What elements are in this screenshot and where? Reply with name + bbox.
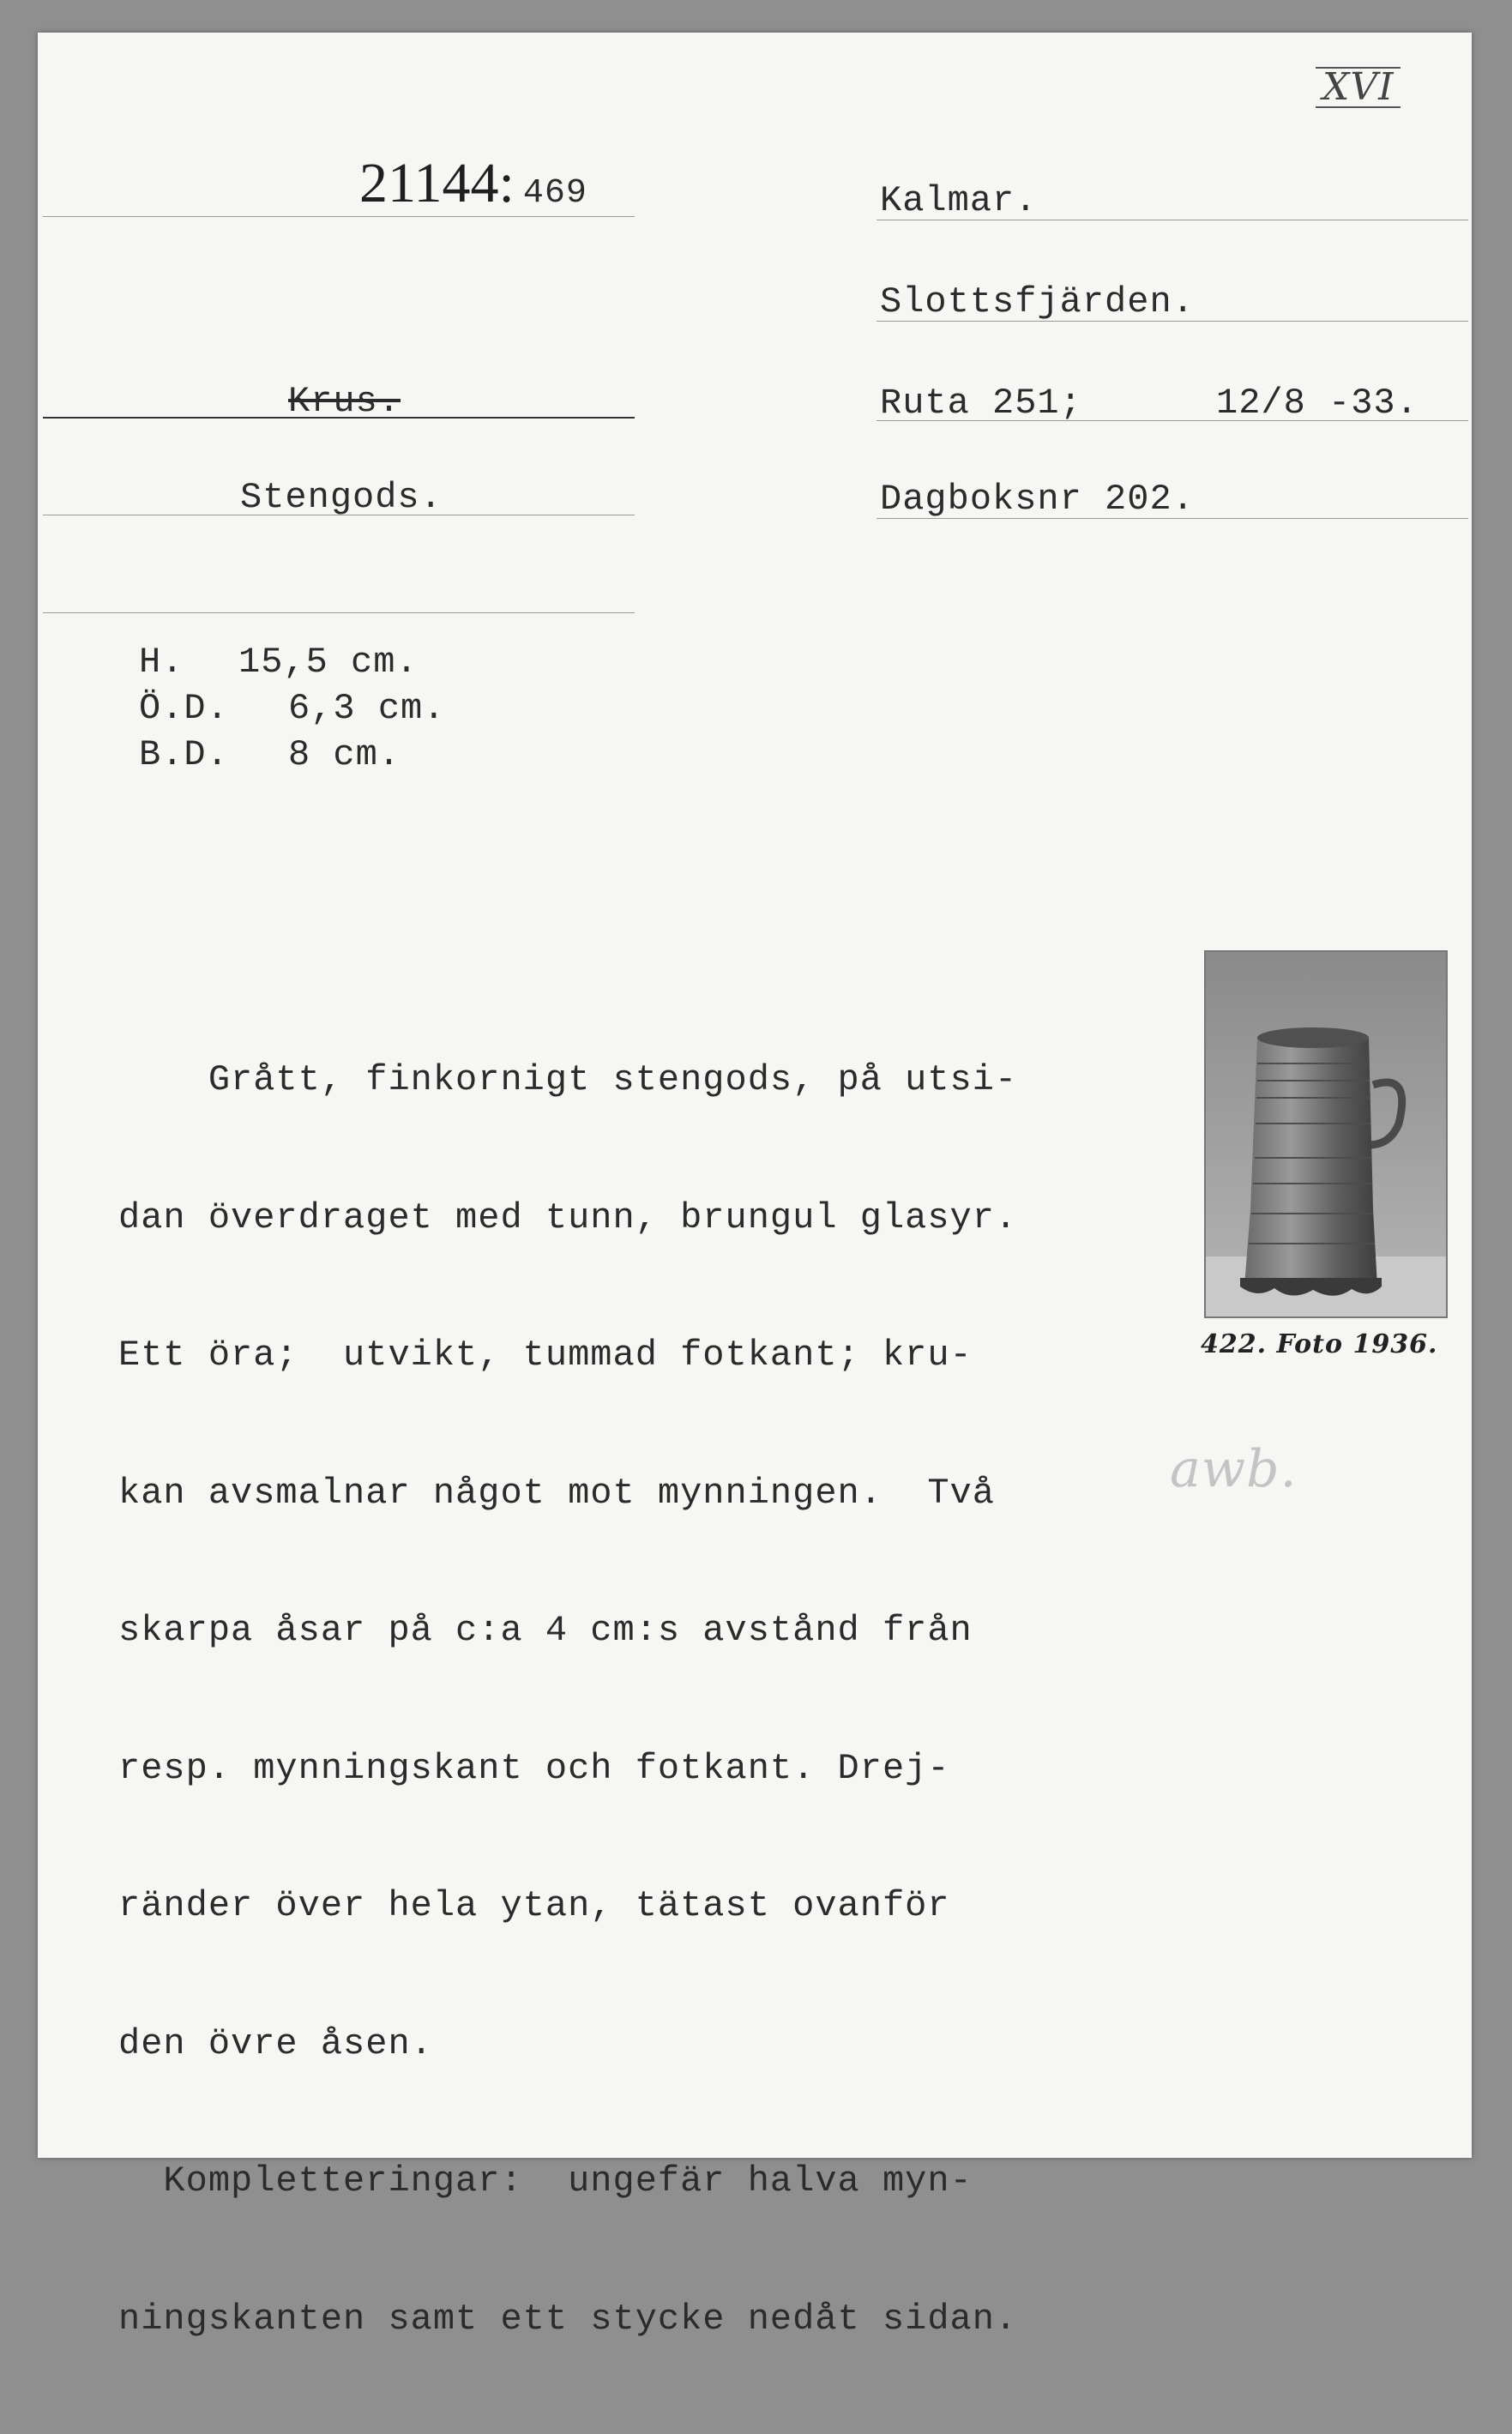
description-line: den övre åsen. [118, 2022, 433, 2064]
description-line: Grått, finkornigt stengods, på utsi- [118, 1059, 1018, 1100]
description-line: dan överdraget med tunn, brungul glasyr. [118, 1196, 1018, 1238]
description-line: ränder över hela ytan, tätast ovanför [118, 1885, 950, 1926]
description [118, 966, 1216, 2434]
accession-number [359, 151, 587, 216]
accession-rule [43, 216, 635, 217]
description-line: kan avsmalnar något mot mynningen. Två [118, 1472, 995, 1514]
site: Slottsfjärden. [880, 281, 1195, 322]
material: Stengods. [240, 477, 443, 518]
description-line: Kompletteringar: ungefär halva myn- [118, 2160, 973, 2202]
description-line: ningskanten samt ett stycke nedåt sidan. [118, 2298, 1018, 2340]
measurement-top-diameter-label: Ö.D. [139, 688, 229, 729]
object-rule [43, 417, 635, 419]
grid-rule [876, 420, 1468, 421]
description-line: resp. mynningskant och fotkant. Drej- [118, 1747, 950, 1789]
find-date: 12/8 -33. [1216, 383, 1419, 424]
place: Kalmar. [880, 180, 1038, 221]
accession-main: 21144: [359, 152, 515, 214]
object-name: Krus. [288, 381, 401, 422]
site-rule [876, 321, 1468, 322]
measurement-base-diameter-label: B.D. [139, 734, 229, 775]
measurement-height-value: 15,5 cm. [238, 642, 419, 683]
measurement-height-label: H. [139, 642, 184, 683]
catalog-card [38, 33, 1472, 2340]
object-photo [1204, 950, 1448, 1318]
measurement-base-diameter-value: 8 cm. [288, 734, 401, 775]
accession-sub: 469 [522, 174, 587, 213]
photo-caption: 422. Foto 1936. [1201, 1329, 1438, 1359]
measurement-top-diameter-value: 6,3 cm. [288, 688, 446, 729]
jug-image [1206, 952, 1446, 1316]
description-line: Ett öra; utvikt, tummad fotkant; kru- [118, 1334, 973, 1376]
blank-rule [43, 612, 635, 613]
initials: awb. [1170, 1439, 1298, 1499]
corner-code: XVI [1316, 67, 1401, 108]
description-line: skarpa åsar på c:a 4 cm:s avstånd från [118, 1610, 973, 1651]
diary-rule [876, 518, 1468, 519]
grid-square: Ruta 251; [880, 383, 1082, 424]
diary-number: Dagboksnr 202. [880, 479, 1195, 520]
